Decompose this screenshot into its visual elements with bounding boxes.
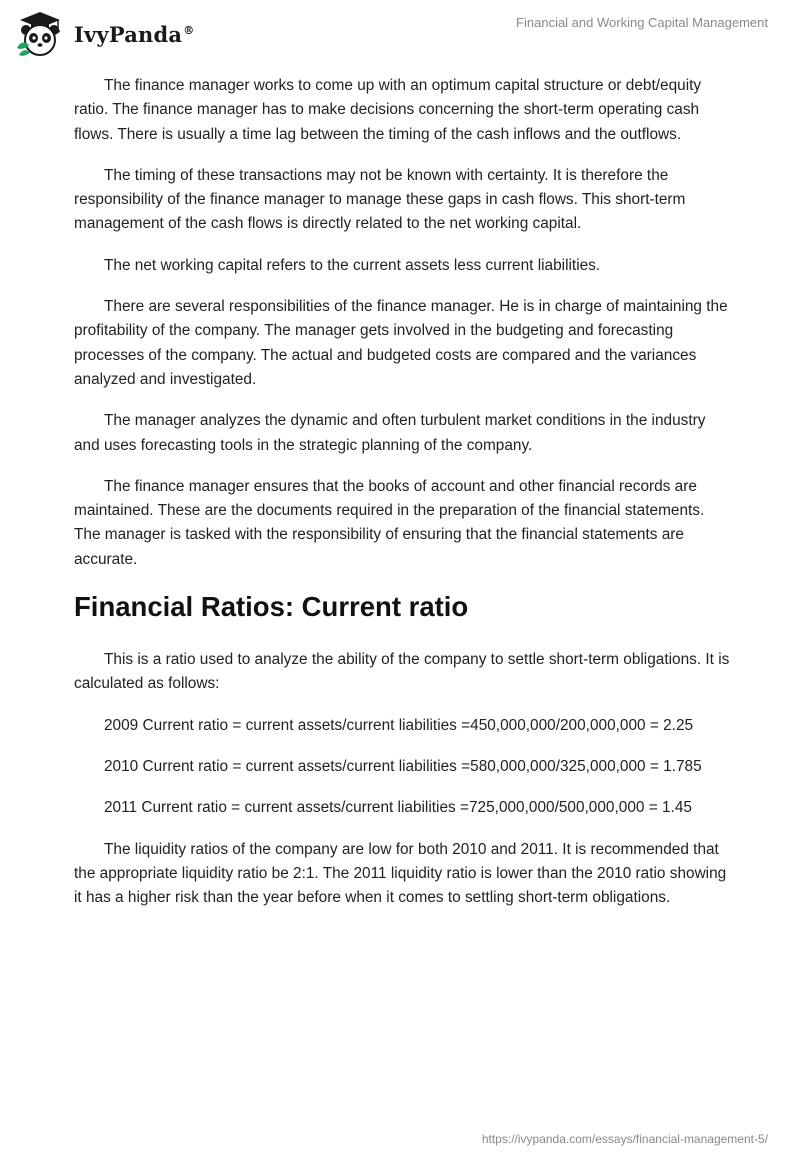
paragraph: The manager analyzes the dynamic and often turbulent market conditions in the industry and uses forecasting tools in the strategic planning of the company. — [74, 412, 706, 454]
ratio-2010: 2010 Current ratio = current assets/current liabilities =580,000,000/325,000,000 = 1.785 — [104, 757, 702, 775]
source-url-link[interactable]: https://ivypanda.com/essays/financial-management-5/ — [481, 1132, 768, 1146]
paragraph: The liquidity ratios of the company are low for both 2010 and 2011. It is recommended that the appropriate liquidity ratio be 2:1. The 2011 liquidity ratio is lower than the 2010 ratio showing it has a higher risk than the year before when it comes to settling short-term obligations. — [74, 840, 727, 907]
section-heading: Financial Ratios: Current ratio — [74, 591, 469, 623]
paragraph: This is a ratio used to analyze the ability of the company to settle short-term obligations. It is calculated as follows: — [74, 651, 730, 693]
paragraph: The net working capital refers to the current assets less current liabilities. — [104, 256, 601, 274]
document-title: Financial and Working Capital Management — [516, 15, 768, 30]
brand-registered-mark: ® — [183, 23, 195, 37]
ivypanda-logo[interactable] — [14, 8, 194, 60]
paragraph: The finance manager works to come up with an optimum capital structure or debt/equity ratio. The finance manager has to make decisions concerning the short-term operating cash flows. There is usually a time lag between the timing of the cash inflows and the outflows. — [74, 77, 702, 143]
ratio-2009: 2009 Current ratio = current assets/current liabilities =450,000,000/200,000,000 = 2.25 — [104, 716, 694, 734]
brand-name: IvyPanda® — [74, 21, 195, 47]
page-header — [0, 0, 800, 70]
paragraph: The timing of these transactions may not be known with certainty. It is therefore the responsibility of the finance manager to manage these gaps in cash flows. This short-term management of the cash flows is directly related to the net working capital. — [74, 166, 686, 233]
panda-graduate-icon — [14, 8, 66, 60]
essay-content — [74, 74, 734, 927]
paragraph: There are several responsibilities of the finance manager. He is in charge of maintaining the profitability of the company. The manager gets involved in the budgeting and forecasting processes of the company. The actual and budgeted costs are compared and the variances analyzed and investigated. — [74, 298, 728, 388]
ratio-2011: 2011 Current ratio = current assets/current liabilities =725,000,000/500,000,000 = 1.45 — [104, 799, 692, 817]
paragraph: The finance manager ensures that the books of account and other financial records are maintained. These are the documents required in the preparation of the financial statements. The manager is tasked with the responsibility of ensuring that the financial statements are accurate. — [74, 477, 705, 568]
